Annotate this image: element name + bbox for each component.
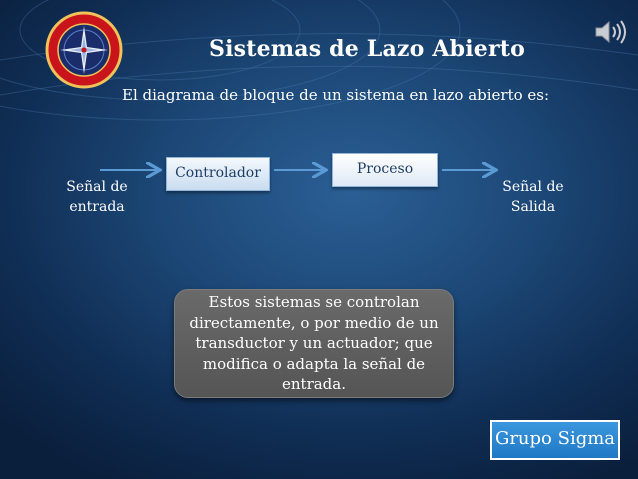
process-block: Proceso [332, 153, 438, 187]
input-label-line2: entrada [69, 199, 125, 215]
output-label-line2: Salida [510, 199, 556, 215]
output-signal-label [497, 177, 569, 217]
input-label-line1: Señal de [66, 179, 128, 195]
slide-subtitle: El diagrama de bloque de un sistema en lazo abierto es: [122, 86, 550, 104]
description-note: Estos sistemas se controlan directamente, o por medio de un transductor y un actuador; que modifica o adapta la señal de entrada. [174, 289, 454, 398]
output-label-line1: Señal de [502, 179, 564, 195]
block-diagram [0, 140, 638, 240]
controller-block: Controlador [166, 157, 270, 191]
brand-badge: Grupo Sigma [490, 420, 620, 460]
slide-title: Sistemas de Lazo Abierto [209, 36, 525, 62]
